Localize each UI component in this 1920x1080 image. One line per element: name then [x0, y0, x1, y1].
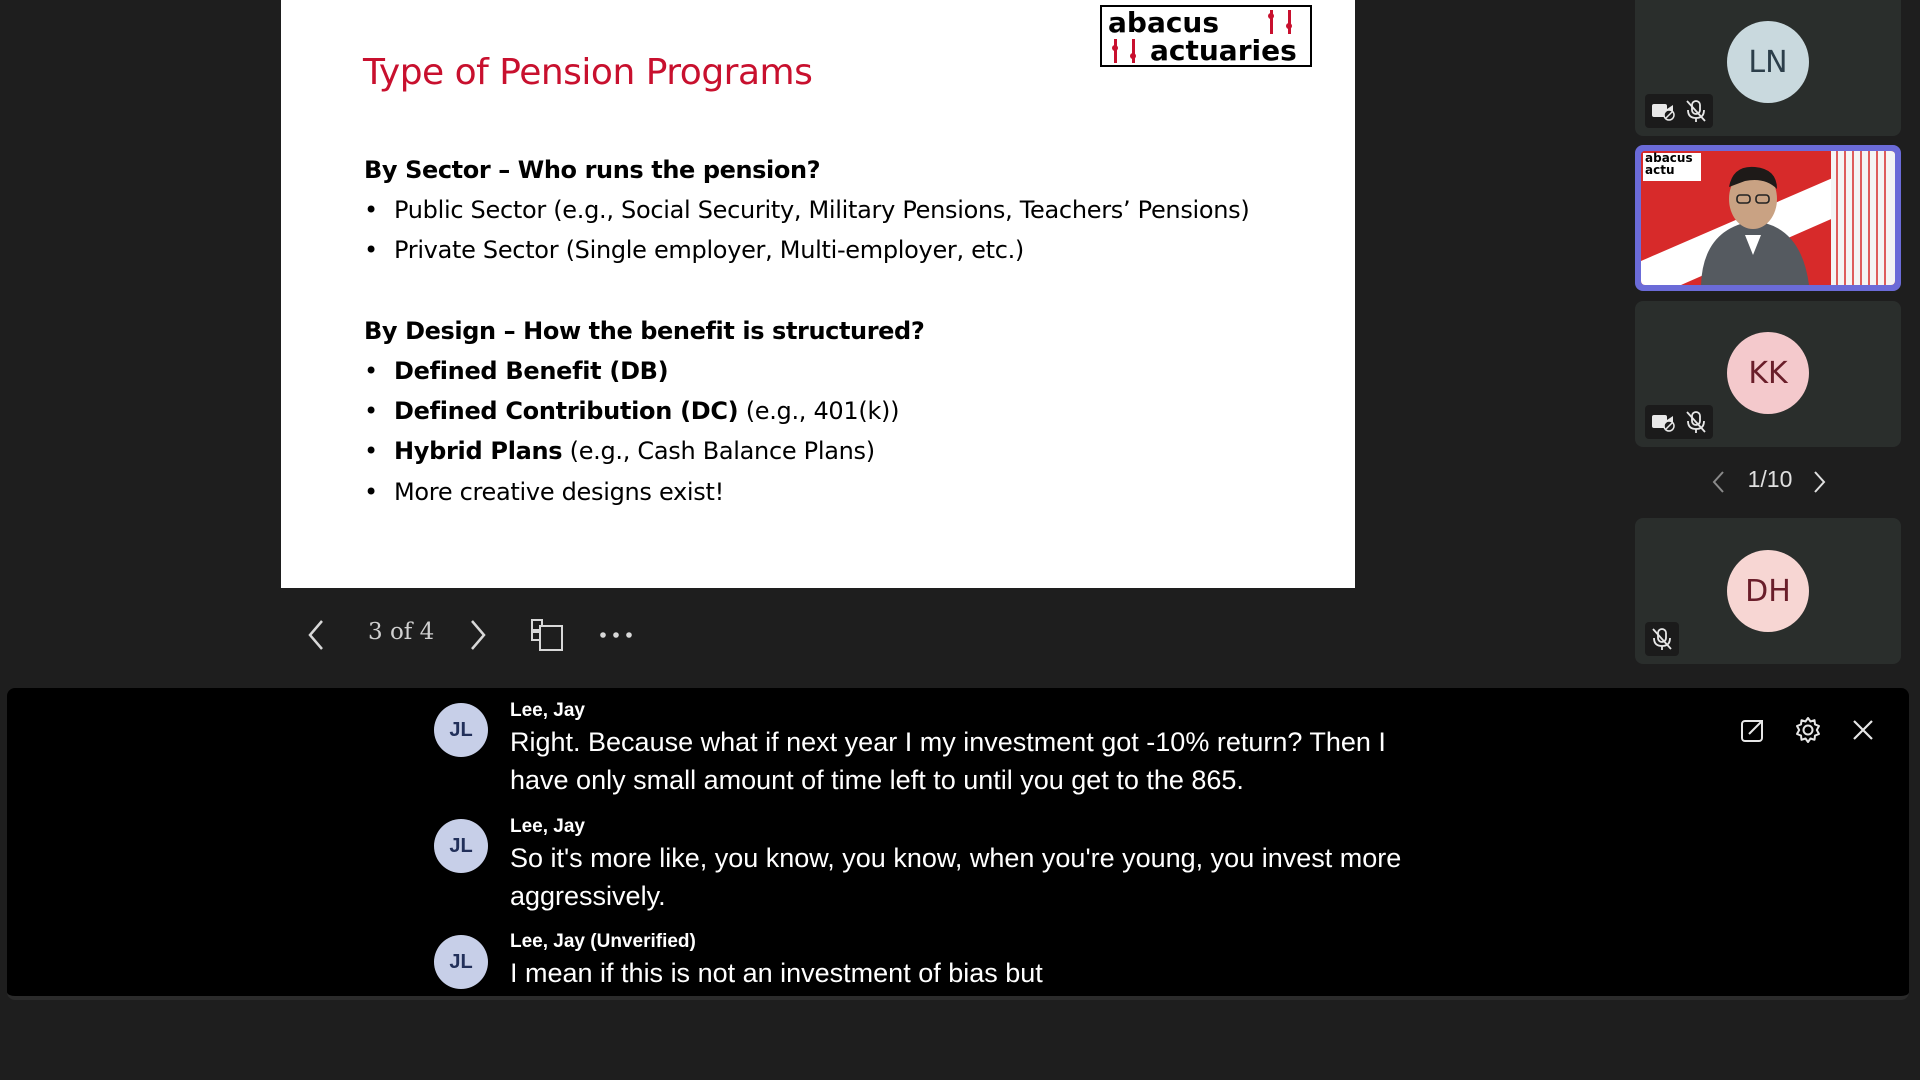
- mic-muted-icon: [1685, 410, 1707, 434]
- bullet-text: More creative designs exist!: [394, 478, 724, 506]
- bullet-marker: •: [364, 478, 378, 506]
- logo-abacus-bead: [1130, 53, 1136, 59]
- logo-abacus-bead: [1286, 23, 1292, 29]
- bullet-text: Public Sector (e.g., Social Security, Military Pensions, Teachers’ Pensions): [394, 196, 1250, 224]
- slide-page-indicator: 3 of 4: [368, 619, 435, 645]
- previous-slide-button[interactable]: [296, 615, 336, 655]
- participant-initials: DH: [1745, 573, 1791, 609]
- participant-tile-kk[interactable]: [1635, 301, 1901, 447]
- logo-line-2: actuaries: [1150, 34, 1297, 67]
- more-options-button[interactable]: [596, 615, 636, 655]
- bullet-marker: •: [364, 357, 378, 385]
- pop-out-icon: [1740, 717, 1766, 743]
- logo-abacus-rod: [1114, 39, 1117, 63]
- slide-sorter-button[interactable]: [527, 615, 567, 655]
- slide-sorter-icon: [530, 618, 564, 652]
- close-captions-button[interactable]: [1843, 710, 1883, 750]
- mic-muted-icon: [1685, 99, 1707, 123]
- chevron-right-icon: [1813, 470, 1827, 494]
- bullet-item: [364, 437, 875, 465]
- chevron-right-icon: [468, 619, 488, 651]
- bullet-marker: •: [364, 437, 378, 465]
- bullet-item: [364, 357, 668, 385]
- close-icon: [1851, 718, 1875, 742]
- mic-muted-icon: [1651, 627, 1673, 651]
- caption-settings-button[interactable]: [1788, 710, 1828, 750]
- caption-speaker-name: Lee, Jay: [510, 700, 585, 721]
- bullet-marker: •: [364, 236, 378, 264]
- caption-speaker-name: Lee, Jay (Unverified): [510, 931, 696, 952]
- caption-text: So it's more like, you know, you know, when you're young, you invest more aggressively.: [510, 843, 1402, 911]
- logo-abacus-bead: [1112, 45, 1118, 51]
- bullet-marker: •: [364, 196, 378, 224]
- speaker-avatar: JL: [434, 935, 488, 989]
- bullet-text: Private Sector (Single employer, Multi-employer, etc.): [394, 236, 1024, 264]
- section-heading-design: By Design – How the benefit is structured?: [364, 317, 925, 345]
- participant-avatar: [1727, 21, 1809, 103]
- participant-avatar: [1727, 332, 1809, 414]
- participant-status-icons: [1645, 94, 1713, 128]
- participants-next-button[interactable]: [1802, 462, 1838, 502]
- next-slide-button[interactable]: [458, 615, 498, 655]
- live-captions-panel: [7, 688, 1909, 1000]
- camera-off-icon: [1651, 412, 1675, 432]
- pop-out-captions-button[interactable]: [1733, 710, 1773, 750]
- caption-text: Right. Because what if next year I my investment got -10% return? Then I have only small amount of time left to until you get to the 865.: [510, 727, 1386, 795]
- caption-speaker-name: Lee, Jay: [510, 816, 585, 837]
- video-logo-text: abacus actu: [1645, 151, 1693, 177]
- participant-tile-active-speaker[interactable]: [1635, 145, 1901, 291]
- bullet-text: (e.g., 401(k)): [738, 397, 900, 425]
- participant-page-indicator: 1/10: [1747, 466, 1793, 492]
- speaker-avatar: JL: [434, 819, 488, 873]
- bullet-text: (e.g., Cash Balance Plans): [562, 437, 875, 465]
- speaker-avatar: JL: [434, 703, 488, 757]
- section-heading-sector: By Sector – Who runs the pension?: [364, 156, 821, 184]
- participant-initials: KK: [1748, 355, 1788, 391]
- camera-off-icon: [1651, 101, 1675, 121]
- participant-video: [1641, 151, 1895, 285]
- presentation-slide: [281, 0, 1355, 588]
- bullet-bold-text: Defined Contribution (DC): [394, 397, 739, 425]
- abacus-actuaries-logo: [1100, 5, 1312, 67]
- participant-status-icons: [1645, 405, 1713, 439]
- participant-avatar: [1727, 550, 1809, 632]
- logo-line-1: abacus: [1108, 6, 1220, 39]
- bullet-item: [364, 236, 1024, 264]
- bullet-item: [364, 478, 724, 506]
- participant-status-icons: [1645, 622, 1679, 656]
- slide-title: Type of Pension Programs: [363, 52, 813, 93]
- participant-tile-ln[interactable]: [1635, 0, 1901, 136]
- bullet-marker: •: [364, 397, 378, 425]
- logo-abacus-rod: [1288, 10, 1291, 34]
- logo-abacus-bead: [1268, 13, 1274, 19]
- more-options-icon: [599, 630, 633, 640]
- caption-text: I mean if this is not an investment of bias but: [510, 958, 1043, 988]
- bullet-item: [364, 397, 899, 425]
- bullet-bold-text: Hybrid Plans: [394, 437, 563, 465]
- logo-abacus-rod: [1132, 39, 1135, 63]
- bullet-item: [364, 196, 1249, 224]
- bullet-bold-text: Defined Benefit (DB): [394, 357, 669, 385]
- participant-tile-dh[interactable]: [1635, 518, 1901, 664]
- participant-initials: LN: [1748, 44, 1788, 80]
- settings-gear-icon: [1794, 716, 1822, 744]
- chevron-left-icon: [306, 619, 326, 651]
